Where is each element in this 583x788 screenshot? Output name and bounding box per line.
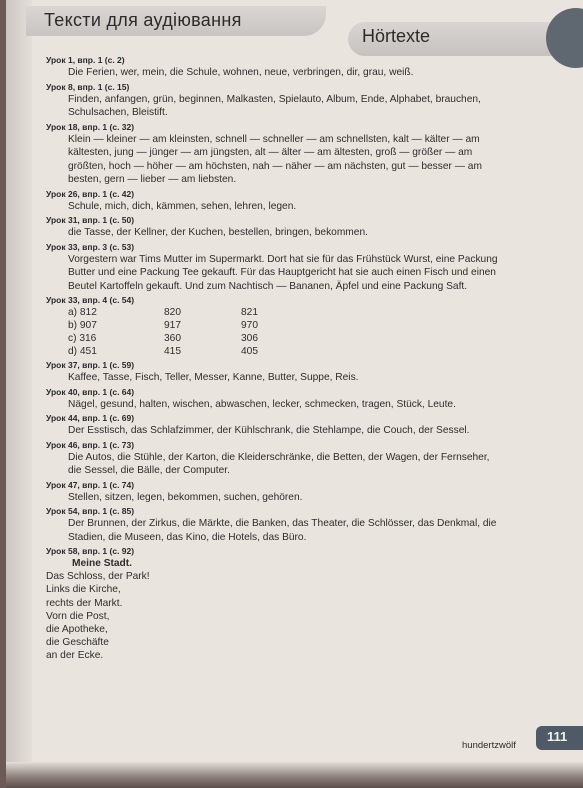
exercise-entry xyxy=(46,241,542,294)
entries-group-1 xyxy=(46,54,542,293)
numbers-row xyxy=(68,306,542,319)
number-cell: 821 xyxy=(241,307,258,318)
lesson-reference: Урок 33, впр. 4 (с. 54) xyxy=(46,295,135,305)
number-cell: 917 xyxy=(164,320,181,331)
section-title-german: Hörtexte xyxy=(362,26,431,46)
exercise-text-line: Klein — kleiner — am kleinsten, schnell — schneller — am schnellsten, kalt — kälter — am xyxy=(68,133,480,145)
exercise-text-line: die Tasse, der Kellner, der Kuchen, bestellen, bringen, bekommen. xyxy=(68,227,368,238)
exercise-text-line: Die Autos, die Stühle, der Karton, die Kleiderschränke, die Betten, der Wagen, der Fernseher, xyxy=(68,451,490,463)
page-number: 111 xyxy=(547,729,568,744)
lesson-reference: Урок 26, впр. 1 (с. 42) xyxy=(46,188,135,199)
numbers-row xyxy=(68,319,542,332)
page-number-word: hundertzwölf xyxy=(462,740,516,751)
exercise-text-line: Beutel Kartoffeln gekauft. Und zum Nachtisch — Bananen, Äpfel und eine Packung Saft. xyxy=(68,280,468,292)
number-cell: 415 xyxy=(164,346,181,357)
exercise-entry xyxy=(46,214,542,240)
header-corner-decoration xyxy=(546,8,583,68)
lesson-reference: Урок 33, впр. 3 (с. 53) xyxy=(46,241,135,252)
number-cell: 405 xyxy=(241,346,258,357)
lesson-reference: Урок 58, впр. 1 (с. 92) xyxy=(46,546,135,556)
lesson-reference: Урок 47, впр. 1 (с. 74) xyxy=(46,479,135,490)
exercise-text-line: Vorgestern war Tims Mutter im Supermarkt. Dort hat sie für das Frühstück Wurst, eine Packung xyxy=(68,253,498,265)
exercise-text-line: Schulsachen, Bleistift. xyxy=(68,107,168,118)
lesson-reference: Урок 8, впр. 1 (с. 15) xyxy=(46,81,130,92)
lesson-reference: Урок 40, впр. 1 (с. 64) xyxy=(46,386,135,397)
poem-line: die Geschäfte xyxy=(46,637,109,649)
number-cell: d) 451 xyxy=(68,346,97,357)
numbers-row xyxy=(68,345,542,358)
poem-line: rechts der Markt. xyxy=(46,597,123,609)
number-cell: a) 812 xyxy=(68,307,97,318)
poem-line: Links die Kirche, xyxy=(46,584,121,596)
poem-line: Vorn die Post, xyxy=(46,610,110,622)
exercise-text-line: Kaffee, Tasse, Fisch, Teller, Messer, Kanne, Butter, Suppe, Reis. xyxy=(68,372,359,383)
exercise-entry xyxy=(46,412,542,438)
exercise-text-line: Nägel, gesund, halten, wischen, abwaschen, lecker, schmecken, tragen, Stück, Leute. xyxy=(68,398,456,410)
poem-title: Meine Stadt. xyxy=(72,558,133,569)
exercise-text-line: Schule, mich, dich, kämmen, sehen, lehren, legen. xyxy=(68,200,297,212)
number-cell: 360 xyxy=(164,333,181,344)
number-cell: b) 907 xyxy=(68,320,97,331)
poem-line: an der Ecke. xyxy=(46,650,104,662)
numbers-entry xyxy=(46,294,542,358)
section-title-ukrainian: Тексти для аудіювання xyxy=(44,10,242,30)
number-cell: 970 xyxy=(241,320,258,331)
poem-line: Das Schloss, der Park! xyxy=(46,571,150,583)
page-gutter-shadow xyxy=(6,0,32,788)
poem-entry xyxy=(46,545,542,663)
exercise-entry xyxy=(46,81,542,120)
exercise-entry xyxy=(46,121,542,187)
exercise-text-line: Stadien, die Museen, das Kino, die Hotels, das Büro. xyxy=(68,531,307,543)
lesson-reference: Урок 31, впр. 1 (с. 50) xyxy=(46,215,135,225)
entries-group-2 xyxy=(46,359,542,544)
exercise-text-line: Stellen, sitzen, legen, bekommen, suchen, gehören. xyxy=(68,491,303,503)
exercise-text-line: Butter und eine Packung Tee gekauft. Für das Hauptgericht hat sie auch einen Fisch und einen xyxy=(68,267,496,278)
number-cell: c) 316 xyxy=(68,333,97,344)
number-cell: 306 xyxy=(241,333,258,344)
exercise-text-line: größten, hoch — höher — am höchsten, nah — näher — am nächsten, gut — besser — am xyxy=(68,160,482,172)
lesson-reference: Урок 44, впр. 1 (с. 69) xyxy=(46,413,135,423)
exercise-text-line: Die Ferien, wer, mein, die Schule, wohnen, neue, verbringen, dir, grau, weiß. xyxy=(68,67,414,78)
exercise-text-line: Der Brunnen, der Zirkus, die Märkte, die Banken, das Theater, die Schlösser, das Denkmal, die xyxy=(68,518,497,529)
lesson-reference: Урок 37, впр. 1 (с. 59) xyxy=(46,360,135,370)
exercise-text-line: die Sessel, die Bälle, der Computer. xyxy=(68,465,230,476)
page-content xyxy=(46,54,542,664)
numbers-table xyxy=(46,306,542,358)
lesson-reference: Урок 46, впр. 1 (с. 73) xyxy=(46,439,135,450)
lesson-reference: Урок 54, впр. 1 (с. 85) xyxy=(46,506,135,516)
lesson-reference: Урок 18, впр. 1 (с. 32) xyxy=(46,121,135,132)
book-page xyxy=(6,0,583,788)
exercise-text-line: Finden, anfangen, grün, beginnen, Malkasten, Spielauto, Album, Ende, Alphabet, brauchen, xyxy=(68,93,481,105)
exercise-text-line: besten, gern — lieber — am liebsten. xyxy=(68,174,237,185)
lesson-reference: Урок 1, впр. 1 (с. 2) xyxy=(46,55,125,65)
numbers-row xyxy=(68,332,542,345)
exercise-entry xyxy=(46,439,542,478)
exercise-entry xyxy=(46,188,542,214)
exercise-entry xyxy=(46,386,542,412)
exercise-entry xyxy=(46,479,542,505)
number-cell: 820 xyxy=(164,307,181,318)
exercise-text-line: Der Esstisch, das Schlafzimmer, der Kühlschrank, die Stehlampe, die Couch, der Sessel. xyxy=(68,425,470,436)
poem xyxy=(46,557,542,663)
exercise-entry xyxy=(46,505,542,544)
exercise-text-line: kältesten, jung — jünger — am jüngsten, alt — älter — am ältesten, groß — größer — am xyxy=(68,147,473,158)
poem-lines xyxy=(46,570,542,662)
page-bottom-shadow xyxy=(6,762,583,788)
poem-line: die Apotheke, xyxy=(46,624,108,636)
exercise-entry xyxy=(46,54,542,80)
exercise-entry xyxy=(46,359,542,385)
